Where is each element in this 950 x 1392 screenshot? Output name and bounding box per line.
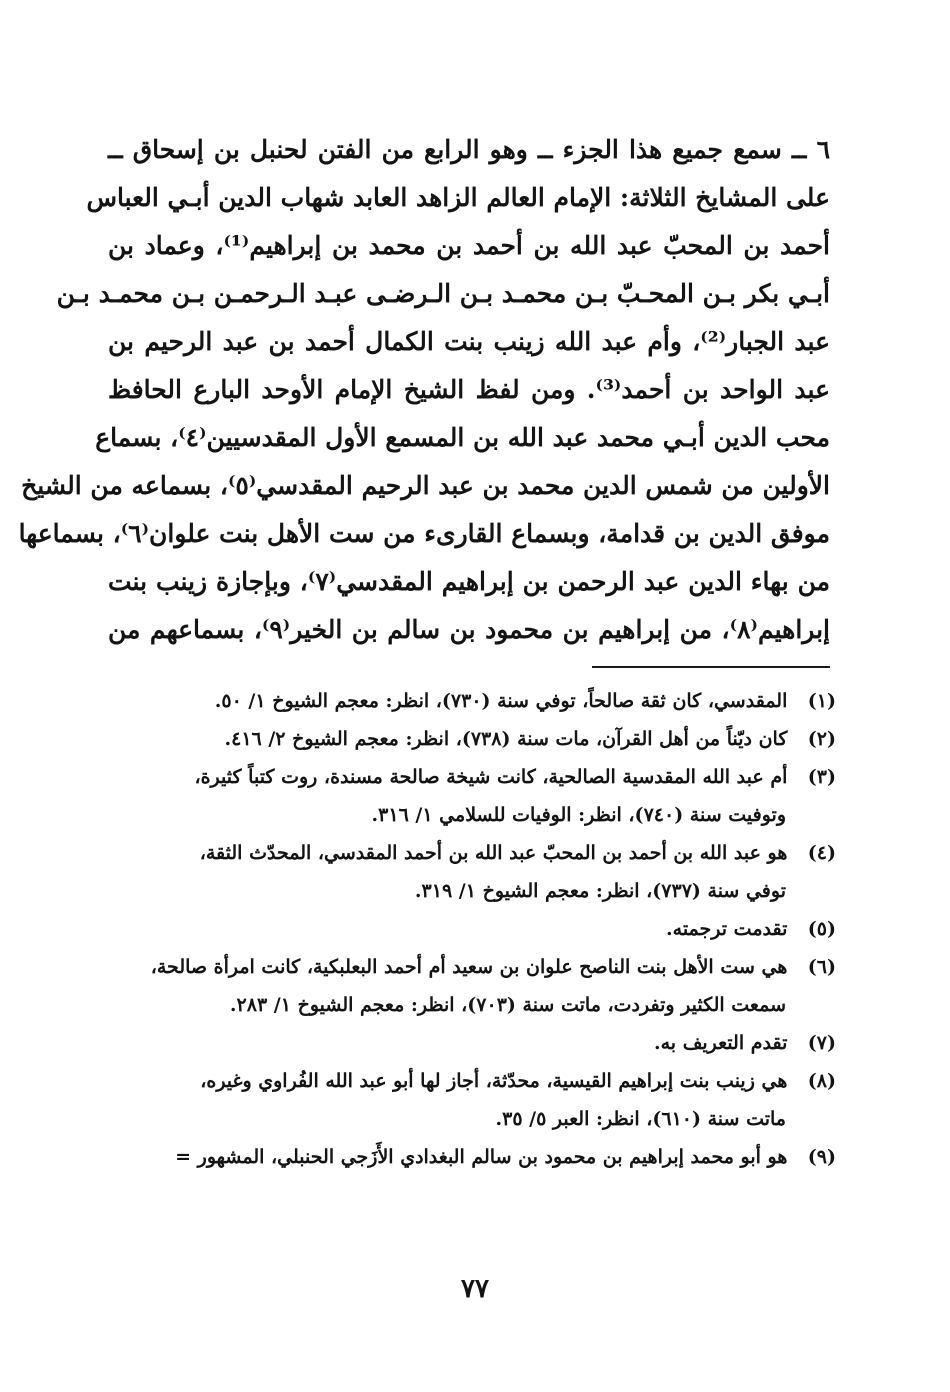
footnote-text: هي ست الأهل بنت الناصح علوان بن سعيد أم أحمد البعلبكية، كانت امرأة صالحة،	[150, 956, 788, 978]
footnote-number: (٢)	[807, 728, 836, 750]
footnote-2	[100, 720, 836, 758]
footnote-text: هو عبد الله بن أحمد بن المحبّ عبد الله بن أحمد المقدسي، المحدّث الثقة،	[199, 842, 788, 864]
footnote-number: (٩)	[807, 1146, 836, 1168]
footnote-number: (١)	[807, 690, 836, 712]
footnote-number: (٧)	[807, 1032, 836, 1054]
footnote-number: (٥)	[807, 918, 836, 940]
body-line: الأولين من شمس الدين محمد بن عبد الرحيم المقدسي⁽٥⁾، بسماعه من الشيخ	[21, 471, 830, 500]
page-number: ٧٧	[461, 1274, 489, 1304]
body-line: أبـي بكر بـن المحـبّ بـن محمـد بـن الـرضـى عبـد الـرحمـن بـن محمـد بـن	[56, 279, 830, 308]
footnote-4-continued: توفي سنة (٧٣٧)، انظر: معجم الشيوخ ١/ ٣١٩.	[414, 880, 786, 902]
body-line: محب الدين أبـي محمد عبد الله بن المسمع الأول المقدسيين⁽٤⁾، بسماع	[95, 423, 830, 452]
footnote-text: أم عبد الله المقدسية الصالحية، كانت شيخة صالحة مسندة، روت كتباً كثيرة،	[194, 766, 788, 788]
body-line: أحمد بن المحبّ عبد الله بن أحمد بن محمد بن إبراهيم⁽¹⁾، وعماد بن	[108, 231, 830, 260]
footnote-text: هو أبو محمد إبراهيم بن محمود بن سالم البغدادي الأَزَجي الحنبلي، المشهور =	[175, 1146, 788, 1168]
footnote-text: كان ديّناً من أهل القرآن، مات سنة (٧٣٨)، انظر: معجم الشيوخ ٢/ ٤١٦.	[224, 728, 788, 750]
footnote-number: (٤)	[807, 842, 836, 864]
footnote-text: المقدسي، كان ثقة صالحاً، توفي سنة (٧٣٠)، انظر: معجم الشيوخ ١/ ٥٠.	[214, 690, 788, 712]
footnotes	[100, 682, 836, 1176]
main-text	[18, 126, 830, 654]
footnote-8-continued: ماتت سنة (٦١٠)، انظر: العبر ٥/ ٣٥.	[495, 1108, 786, 1130]
body-line: إبراهيم⁽٨⁾، من إبراهيم بن محمود بن سالم بن الخير⁽٩⁾، بسماعهم من	[108, 615, 830, 644]
body-line: ٦ ــ سمع جميع هذا الجزء ــ وهو الرابع من الفتن لحنبل بن إسحاق ــ	[108, 135, 830, 164]
footnote-8	[100, 1062, 836, 1100]
footnote-6-continued: سمعت الكثير وتفردت، ماتت سنة (٧٠٣)، انظر: معجم الشيوخ ١/ ٢٨٣.	[229, 994, 786, 1016]
footnote-text: تقدم التعريف به.	[654, 1032, 788, 1054]
body-line: من بهاء الدين عبد الرحمن بن إبراهيم المقدسي⁽٧⁾، وبإجازة زينب بنت	[108, 567, 830, 596]
footnote-7	[100, 1024, 836, 1062]
footnote-separator	[592, 666, 830, 668]
footnote-number: (٨)	[807, 1070, 836, 1092]
body-line: على المشايخ الثلاثة: الإمام العالم الزاهد العابد شهاب الدين أبـي العباس	[86, 183, 830, 212]
footnote-6	[100, 948, 836, 986]
footnote-text: تقدمت ترجمته.	[666, 918, 788, 940]
body-line: موفق الدين بن قدامة، وبسماع القارىء من ست الأهل بنت علوان⁽٦⁾، بسماعها	[18, 519, 830, 548]
body-line: عبد الواحد بن أحمد⁽³⁾. ومن لفظ الشيخ الإمام الأوحد البارع الحافظ	[108, 375, 830, 404]
footnote-3	[100, 758, 836, 796]
footnote-1	[100, 682, 836, 720]
footnote-9	[100, 1138, 836, 1176]
footnote-number: (٣)	[807, 766, 836, 788]
footnote-3-continued: وتوفيت سنة (٧٤٠)، انظر: الوفيات للسلامي ١/ ٣١٦.	[371, 804, 786, 826]
footnote-5	[100, 910, 836, 948]
footnote-number: (٦)	[807, 956, 836, 978]
body-line: عبد الجبار⁽²⁾، وأم عبد الله زينب بنت الكمال أحمد بن عبد الرحيم بن	[108, 327, 830, 356]
footnote-text: هي زينب بنت إبراهيم القيسية، محدّثة، أجاز لها أبو عبد الله الفُراوي وغيره،	[200, 1070, 788, 1092]
footnote-4	[100, 834, 836, 872]
